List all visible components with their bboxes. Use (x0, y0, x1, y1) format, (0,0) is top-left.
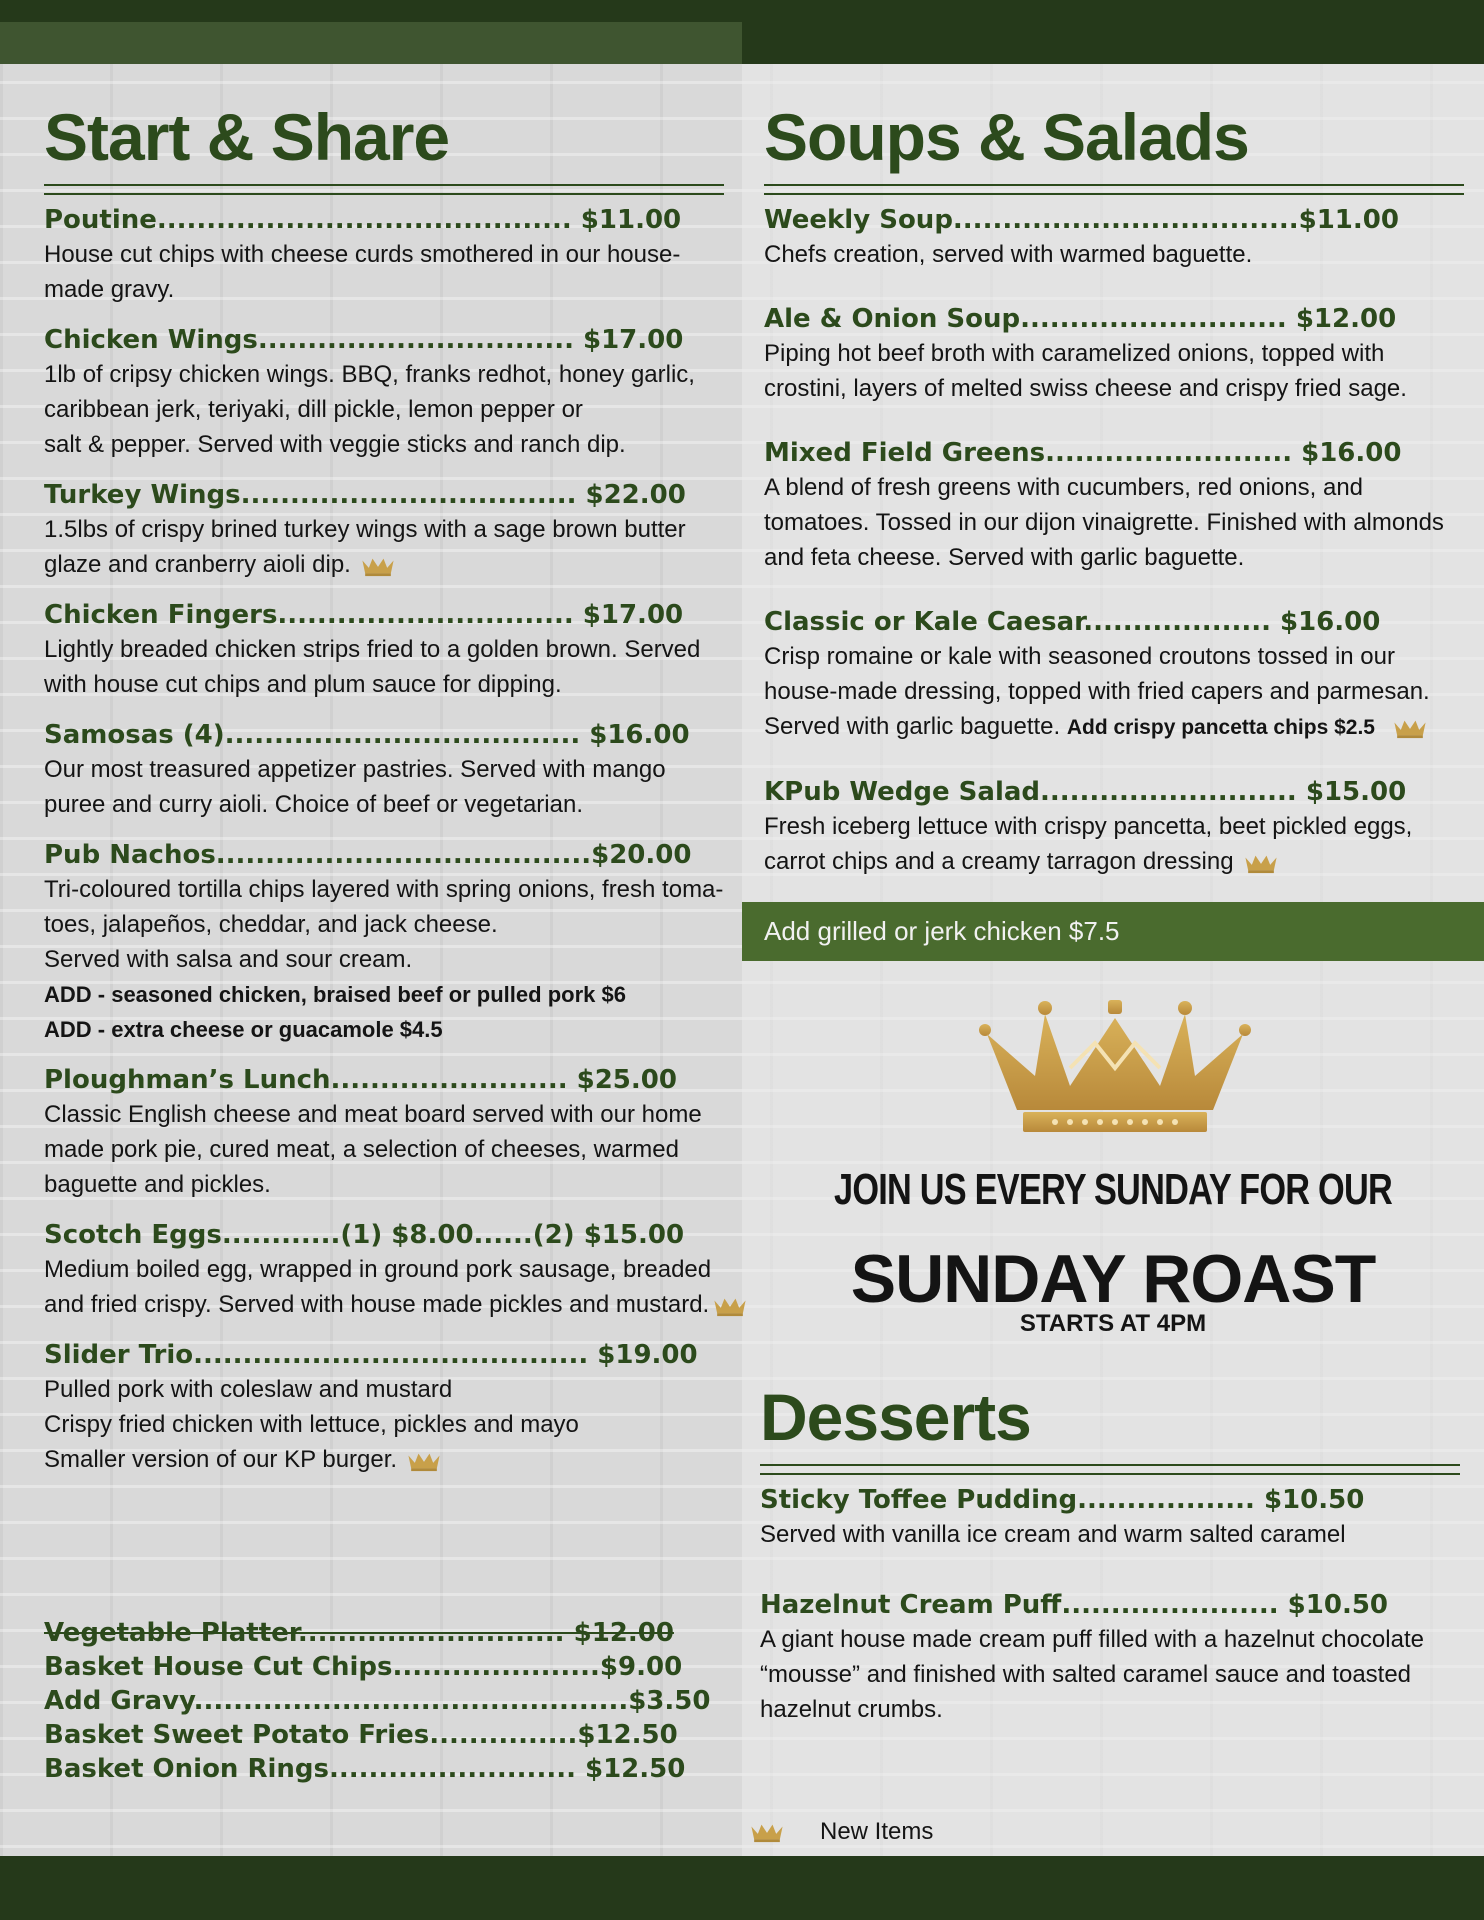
item-name-price: Slider Trio........................................ $19.00 (44, 1340, 698, 1370)
add-on-line: ADD - seasoned chicken, braised beef or pulled pork $6 (44, 982, 626, 1007)
item-name-price: Samosas (4).................................... $16.00 (44, 720, 690, 750)
menu-item (44, 598, 724, 702)
item-description: Fresh iceberg lettuce with crispy pancetta, beet pickled eggs, carrot chips and a creamy tarragon dressing (764, 813, 1413, 875)
title-rule (44, 184, 724, 195)
item-name-price: Chicken Wings................................ $17.00 (44, 325, 684, 355)
item-description: Pulled pork with coleslaw and mustard Crispy fried chicken with lettuce, pickles and mayo Smaller version of our KP burger. (44, 1376, 579, 1473)
section-title: Soups & Salads (764, 100, 1249, 174)
crown-icon (359, 555, 397, 577)
menu-item (44, 1338, 724, 1477)
item-name-price: Ploughman’s Lunch........................ $25.00 (44, 1065, 677, 1095)
section-title: Start & Share (44, 100, 450, 174)
sunday-invite-text: JOIN US EVERY SUNDAY FOR OUR (834, 1165, 1392, 1214)
menu-item (44, 203, 724, 307)
crown-logo-icon (975, 998, 1255, 1138)
side-item: Vegetable Platter........................... $12.00 (44, 1618, 674, 1648)
menu-item (44, 718, 724, 822)
crown-icon (1242, 852, 1280, 874)
item-name-price: Mixed Field Greens......................... $16.00 (764, 438, 1402, 468)
new-items-legend (748, 1818, 933, 1846)
item-description: 1lb of cripsy chicken wings. BBQ, franks redhot, honey garlic, caribbean jerk, teriyaki, dill pickle, lemon pepper or salt & pepper. Served with veggie sticks and ranch dip. (44, 361, 695, 458)
add-on-line: ADD - extra cheese or guacamole $4.5 (44, 1017, 443, 1042)
item-description: 1.5lbs of crispy brined turkey wings with a sage brown butter glaze and cranberry aioli dip. (44, 516, 686, 578)
soups-salads-section (764, 100, 1464, 895)
bottom-band (0, 1856, 1484, 1920)
title-rule (760, 1464, 1460, 1475)
item-description: Our most treasured appetizer pastries. Served with mango puree and curry aioli. Choice of beef or vegetarian. (44, 756, 666, 818)
menu-item (760, 1588, 1460, 1727)
crown-icon (405, 1450, 443, 1472)
item-description: Classic English cheese and meat board served with our home made pork pie, cured meat, a selection of cheeses, warmed baguette and pickles. (44, 1101, 702, 1198)
item-name-price: Chicken Fingers.............................. $17.00 (44, 600, 684, 630)
menu-item (44, 838, 724, 1047)
item-description: Lightly breaded chicken strips fried to a golden brown. Served with house cut chips and plum sauce for dipping. (44, 636, 701, 698)
item-description: A giant house made cream puff filled with a hazelnut chocolate “mousse” and finished with salted caramel sauce and toasted hazelnut crumbs. (760, 1626, 1424, 1723)
menu-item (764, 436, 1464, 575)
item-name-price: Weekly Soup...................................$11.00 (764, 205, 1399, 235)
side-item: Add Gravy............................................$3.50 (44, 1686, 711, 1716)
desserts-section (760, 1380, 1460, 1743)
add-on-line: Add crispy pancetta chips $2.5 (1066, 716, 1375, 739)
section-title: Desserts (760, 1380, 1031, 1454)
menu-item (44, 323, 724, 462)
side-item: Basket Onion Rings......................... $12.50 (44, 1754, 686, 1784)
item-name-price: Scotch Eggs............(1) $8.00......(2) $15.00 (44, 1220, 685, 1250)
sunday-roast-title: SUNDAY ROAST (850, 1241, 1376, 1317)
menu-item (764, 203, 1464, 272)
item-description: Crisp romaine or kale with seasoned croutons tossed in our house-made dressing, topped with fried capers and parmesan. Served with garlic baguette. Add crispy pancetta chips $2.5 (764, 643, 1430, 740)
item-name-price: Hazelnut Cream Puff...................... $10.50 (760, 1590, 1389, 1620)
menu-item (764, 775, 1464, 879)
item-description: House cut chips with cheese curds smothered in our house- made gravy. (44, 241, 681, 303)
crown-icon (748, 1821, 786, 1843)
item-description: A blend of fresh greens with cucumbers, red onions, and tomatoes. Tossed in our dijon vinaigrette. Finished with almonds and feta cheese. Served with garlic baguette. (764, 474, 1444, 571)
item-description: Tri-coloured tortilla chips layered with spring onions, fresh toma- toes, jalapeños, cheddar, and jack cheese. Served with salsa and sour cream. ADD - seasoned chicken, braised beef or pulled pork $6 ADD - extra cheese or guacamole $4.5 (44, 872, 724, 1047)
menu-item (44, 1218, 724, 1322)
menu-item (764, 302, 1464, 406)
sides-list (44, 1616, 724, 1786)
side-item: Basket Sweet Potato Fries...............$12.50 (44, 1720, 678, 1750)
item-description: Served with vanilla ice cream and warm salted caramel (760, 1521, 1346, 1548)
item-description: Piping hot beef broth with caramelized onions, topped with crostini, layers of melted swiss cheese and crispy fried sage. (764, 340, 1407, 402)
menu-item (764, 605, 1464, 745)
item-name-price: Ale & Onion Soup........................... $12.00 (764, 304, 1397, 334)
side-item: Basket House Cut Chips.....................$9.00 (44, 1652, 683, 1682)
item-name-price: Turkey Wings.................................. $22.00 (44, 480, 686, 510)
item-name-price: KPub Wedge Salad.......................... $15.00 (764, 777, 1407, 807)
item-description: Chefs creation, served with warmed baguette. (764, 241, 1253, 268)
start-share-section (44, 100, 724, 1493)
menu-item (44, 1063, 724, 1202)
legend-label: New Items (820, 1818, 934, 1845)
item-name-price: Sticky Toffee Pudding.................. $10.50 (760, 1485, 1365, 1515)
item-description: Medium boiled egg, wrapped in ground pork sausage, breaded and fried crispy. Served with house made pickles and mustard. (44, 1252, 724, 1322)
item-name-price: Poutine.......................................... $11.00 (44, 205, 682, 235)
menu-item (760, 1483, 1460, 1552)
item-name-price: Classic or Kale Caesar................... $16.00 (764, 607, 1381, 637)
add-chicken-banner: Add grilled or jerk chicken $7.5 (742, 902, 1484, 961)
sunday-start-time: STARTS AT 4PM (1019, 1310, 1207, 1337)
title-rule (764, 184, 1464, 195)
top-band (0, 0, 1484, 64)
menu-item (44, 478, 724, 582)
item-name-price: Pub Nachos......................................$20.00 (44, 840, 692, 870)
crown-icon (1391, 717, 1429, 739)
